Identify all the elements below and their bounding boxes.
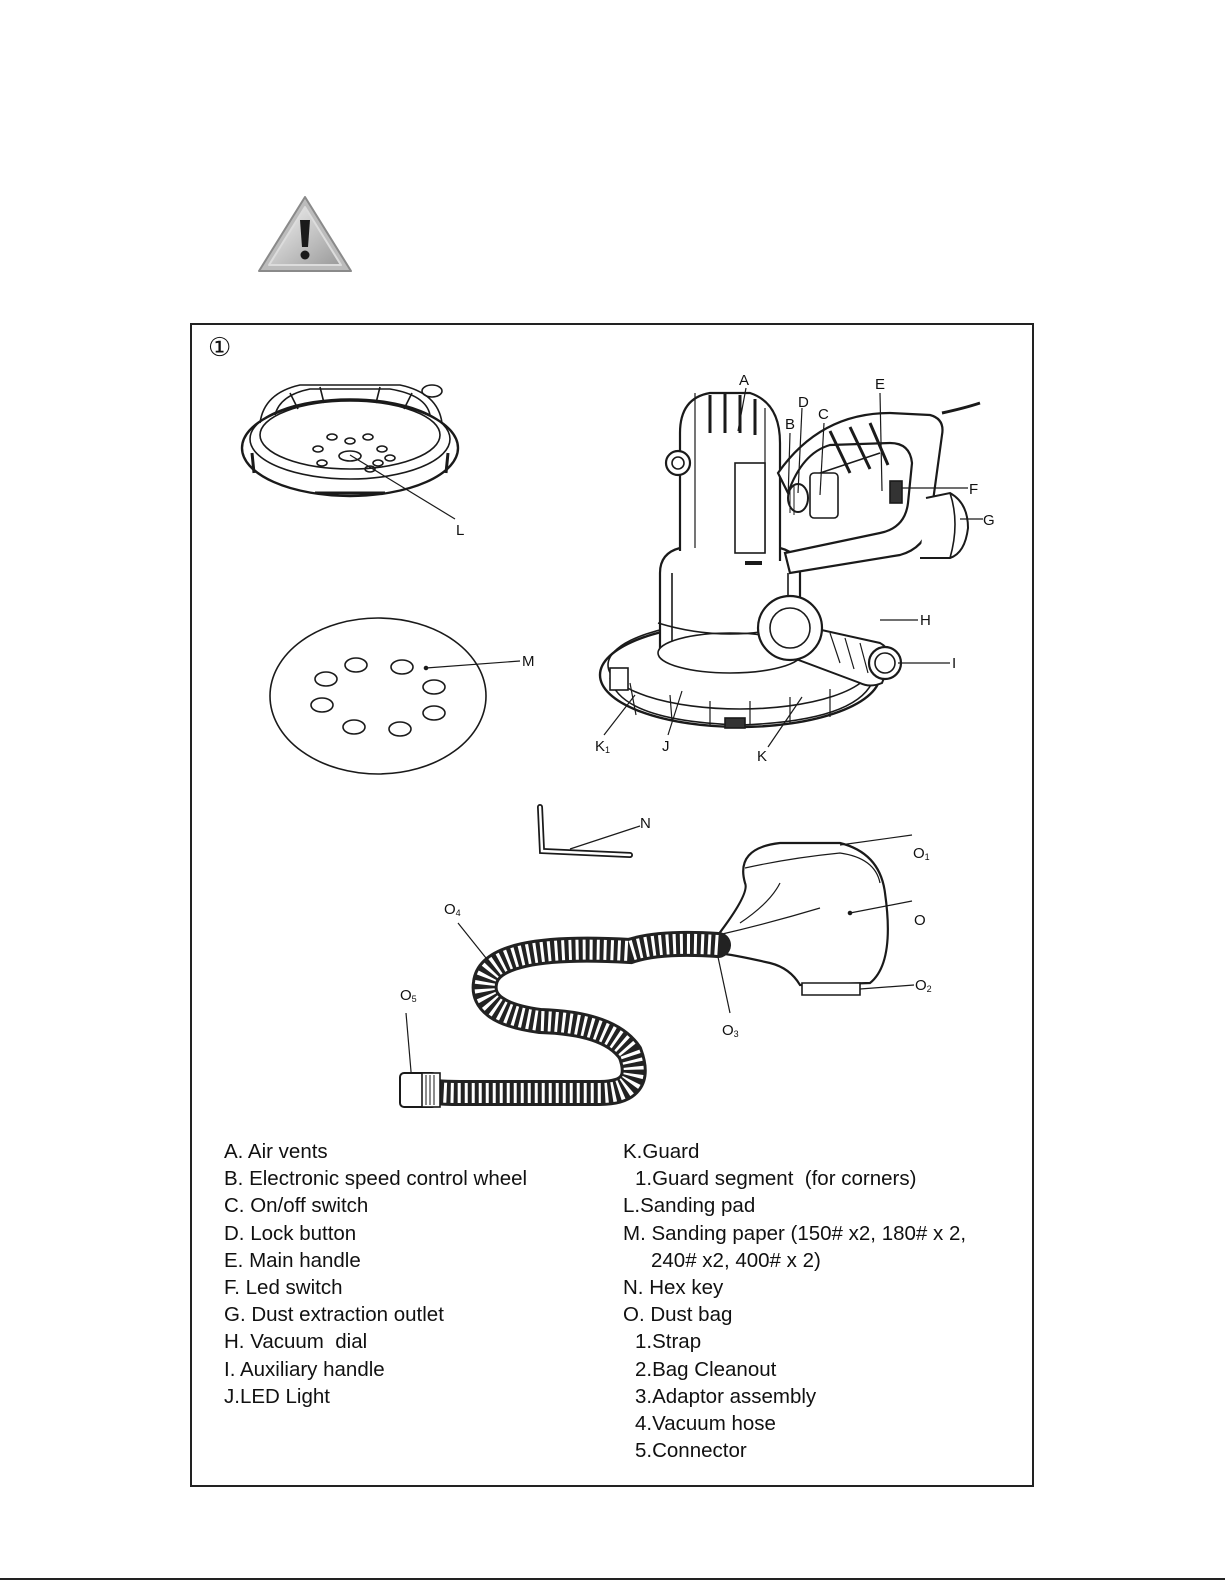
- legend-item: A. Air vents: [224, 1140, 328, 1163]
- callout-l: L: [456, 522, 465, 539]
- legend-right: [623, 1138, 966, 1464]
- sander-illustration: [600, 388, 983, 747]
- callout-j: J: [662, 738, 670, 755]
- figure-number: ①: [208, 333, 232, 363]
- hex-key-illustration: [540, 807, 640, 855]
- legend-item: J.LED Light: [224, 1384, 330, 1408]
- legend-item: G. Dust extraction outlet: [224, 1303, 444, 1327]
- callout-o: O: [914, 912, 926, 929]
- callout-o5: O5: [400, 987, 417, 1004]
- legend-item: N. Hex key: [623, 1276, 724, 1300]
- legend-item: D. Lock button: [224, 1221, 357, 1245]
- legend-item: L.Sanding pad: [623, 1194, 756, 1218]
- legend-item: H. Vacuum dial: [224, 1330, 368, 1354]
- dust-bag-illustration: [715, 835, 914, 1013]
- callout-h: H: [920, 612, 931, 629]
- callout-o3: O3: [722, 1022, 739, 1039]
- callout-k: K: [757, 748, 768, 765]
- callout-b: B: [785, 416, 796, 433]
- legend-item: I. Auxiliary handle: [224, 1357, 385, 1381]
- callout-e: E: [875, 376, 886, 393]
- legend-subitem: 5.Connector: [635, 1439, 747, 1463]
- legend-subitem: 2.Bag Cleanout: [635, 1357, 777, 1381]
- callout-k1: K1: [595, 738, 611, 755]
- sanding-paper-illustration: [270, 618, 520, 774]
- legend-item: O. Dust bag: [623, 1303, 733, 1327]
- legend-item: F. Led switch: [224, 1276, 343, 1300]
- vacuum-hose-illustration: [400, 923, 718, 1107]
- legend-item: C. On/off switch: [224, 1194, 369, 1218]
- legend-left: [224, 1138, 527, 1410]
- callout-g: G: [983, 512, 995, 529]
- legend-subitem: 4.Vacuum hose: [635, 1412, 776, 1436]
- legend-subitem: 1.Guard segment (for corners): [635, 1167, 917, 1191]
- callout-n: N: [640, 815, 651, 832]
- legend-subitem: 3.Adaptor assembly: [635, 1384, 817, 1408]
- legend-item: M. Sanding paper (150# x2, 180# x 2,: [623, 1221, 967, 1245]
- callout-c: C: [818, 406, 829, 423]
- callout-d: D: [798, 394, 809, 411]
- legend-subitem: 1.Strap: [635, 1330, 702, 1354]
- legend-item: K.Guard: [623, 1140, 700, 1163]
- legend-continuation: 240# x2, 400# x 2): [651, 1248, 821, 1272]
- warning-icon: [258, 195, 353, 275]
- callout-o4: O4: [444, 901, 461, 918]
- callout-o2: O2: [915, 977, 932, 994]
- sanding-pad-illustration: [242, 385, 458, 519]
- callout-m: M: [522, 653, 535, 670]
- legend-item: B. Electronic speed control wheel: [224, 1167, 528, 1191]
- page-bottom-rule: [0, 1578, 1225, 1580]
- callout-i: I: [952, 655, 957, 672]
- callout-o1: O1: [913, 845, 930, 862]
- callout-f: F: [969, 481, 979, 498]
- callout-a: A: [739, 372, 750, 389]
- parts-diagram: [190, 323, 1034, 1153]
- legend-item: E. Main handle: [224, 1248, 361, 1272]
